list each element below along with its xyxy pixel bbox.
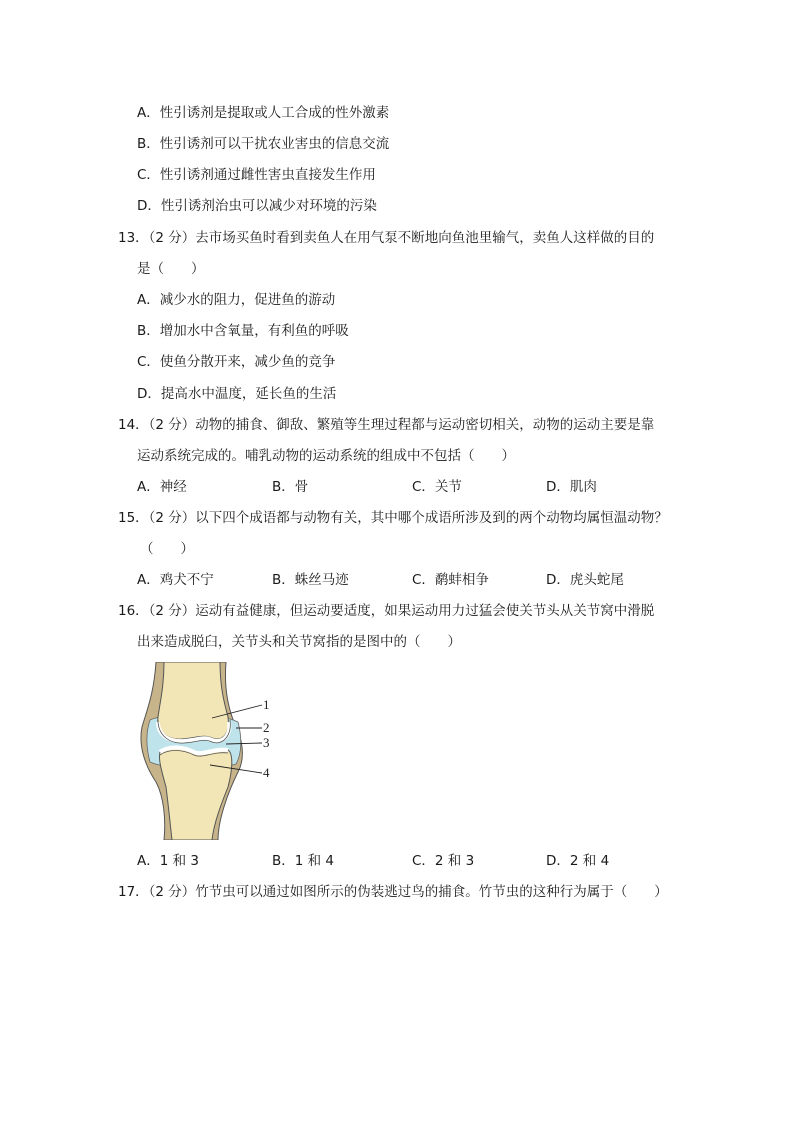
q13-option-a: A．减少水的阻力，促进鱼的游动	[137, 292, 336, 308]
q17-stem-line1: 17．（2 分）竹节虫可以通过如图所示的伪装逃过鸟的捕食。竹节虫的这种行为属于（ ）	[118, 884, 668, 900]
q15-option-d: D．虎头蛇尾	[546, 572, 624, 588]
upper-bone	[158, 662, 229, 739]
q14-option-a: A．神经	[137, 479, 187, 495]
q16-option-a: A．1 和 3	[137, 853, 199, 869]
q13-option-c: C．使鱼分散开来，减少鱼的竞争	[137, 354, 336, 370]
q12-option-b: B．性引诱剂可以干扰农业害虫的信息交流	[137, 136, 390, 152]
q16-option-b: B．1 和 4	[272, 853, 335, 869]
figure-label-1: 1	[263, 697, 270, 712]
lower-bone	[159, 748, 231, 841]
q13-stem-line2: 是（ ）	[137, 261, 205, 277]
q13-stem-line1: 13．（2 分）去市场买鱼时看到卖鱼人在用气泵不断地向鱼池里输气，卖鱼人这样做的目的	[118, 230, 655, 246]
q14-option-c: C．关节	[412, 479, 462, 495]
q12-option-a: A．性引诱剂是提取或人工合成的性外激素	[137, 105, 390, 121]
figure-label-2: 2	[263, 720, 270, 735]
q16-stem-line1: 16．（2 分）运动有益健康，但运动要适度，如果运动用力过猛会使关节头从关节窝中滑脱	[118, 603, 655, 619]
q15-stem-line1: 15．（2 分）以下四个成语都与动物有关，其中哪个成语所涉及到的两个动物均属恒温动物？	[118, 510, 668, 526]
q13-option-b: B．增加水中含氧量，有利鱼的呼吸	[137, 323, 349, 339]
joint-figure	[138, 662, 278, 840]
q13-option-d: D．提高水中温度，延长鱼的生活	[137, 386, 337, 402]
q14-option-d: D．肌肉	[546, 479, 597, 495]
q14-stem-line1: 14．（2 分）动物的捕食、御敌、繁殖等生理过程都与运动密切相关，动物的运动主要是靠	[118, 417, 655, 433]
q15-stem-line2: （ ）	[140, 541, 194, 557]
figure-label-3: 3	[263, 735, 270, 750]
q12-option-d: D．性引诱剂治虫可以减少对环境的污染	[137, 198, 377, 214]
q16-option-d: D．2 和 4	[546, 853, 610, 869]
q15-option-b: B．蛛丝马迹	[272, 572, 349, 588]
q14-option-b: B．骨	[272, 479, 309, 495]
q12-option-c: C．性引诱剂通过雌性害虫直接发生作用	[137, 167, 376, 183]
q16-option-c: C．2 和 3	[412, 853, 475, 869]
figure-label-4: 4	[263, 765, 270, 780]
q14-stem-line2: 运动系统完成的。哺乳动物的运动系统的组成中不包括（ ）	[137, 448, 515, 464]
q16-stem-line2: 出来造成脱臼，关节头和关节窝指的是图中的（ ）	[137, 634, 461, 650]
q15-option-c: C．鹬蚌相争	[412, 572, 489, 588]
q15-option-a: A．鸡犬不宁	[137, 572, 214, 588]
